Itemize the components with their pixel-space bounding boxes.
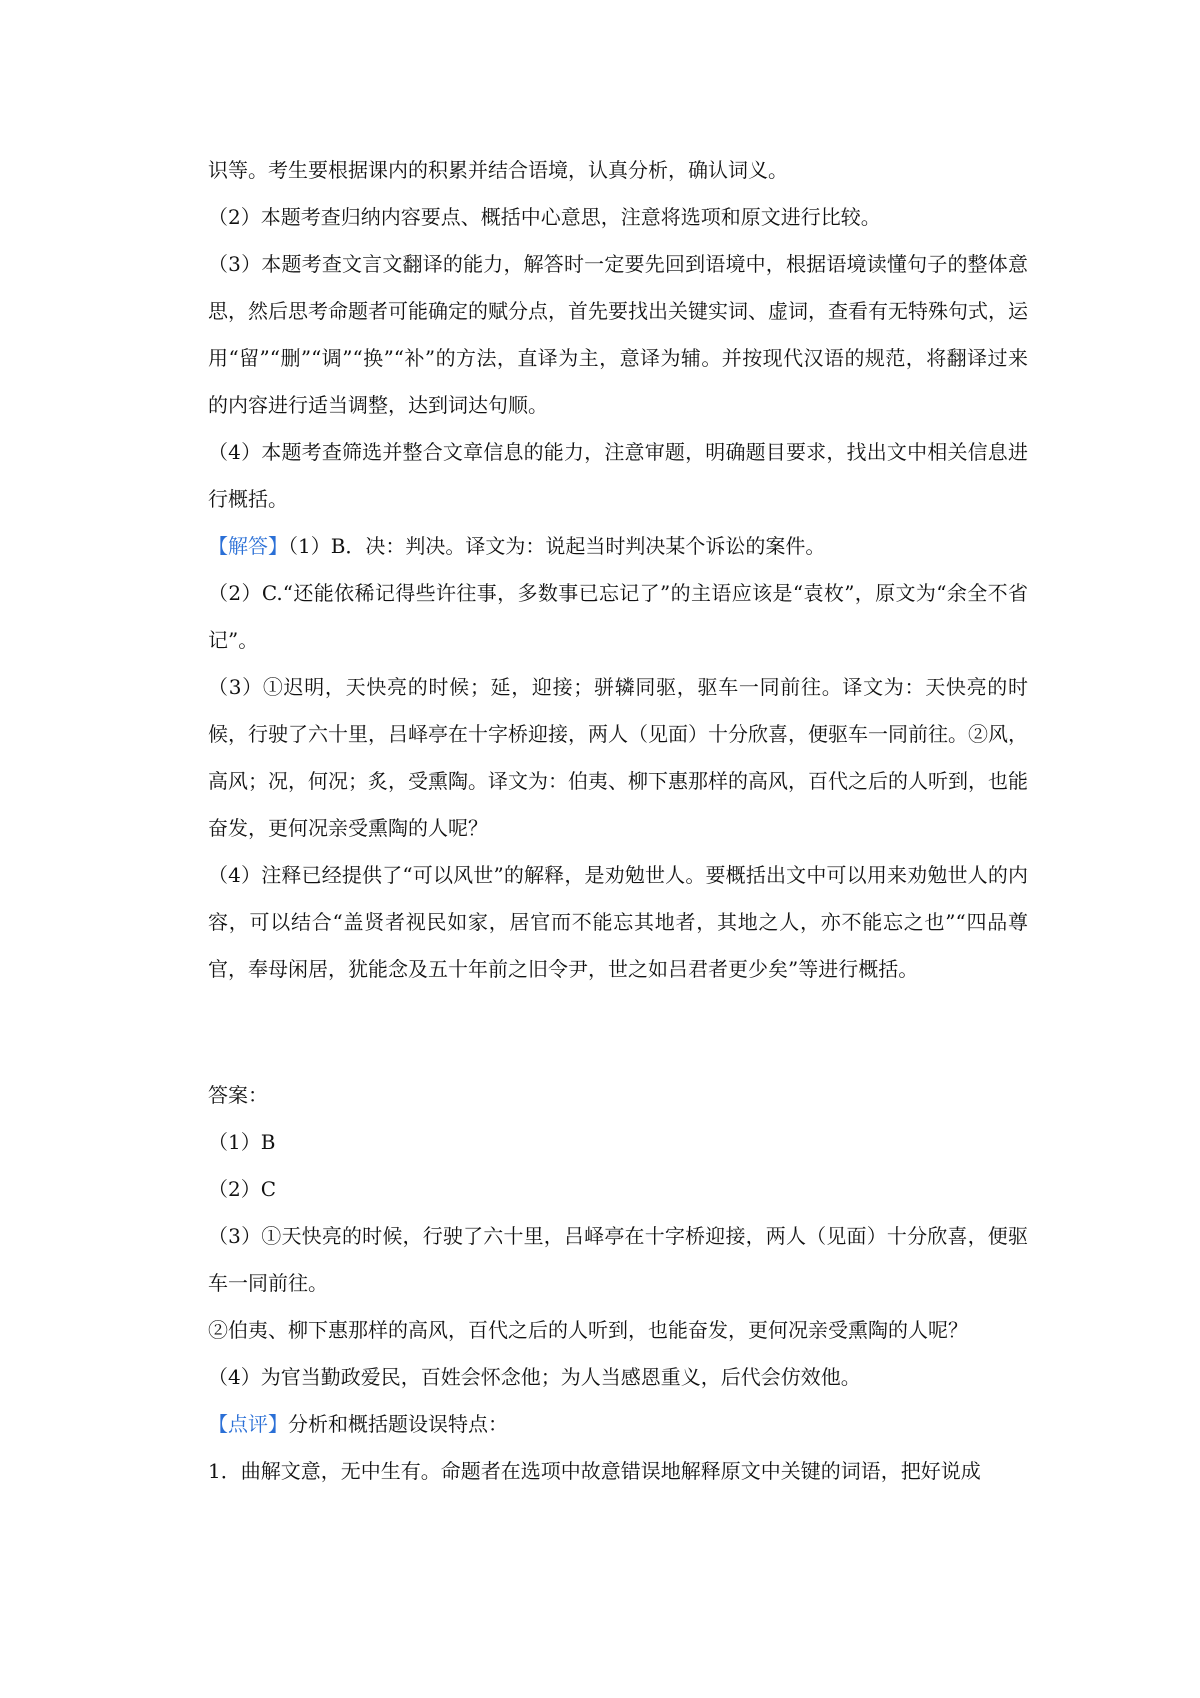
solution-paragraph-4: （4）注释已经提供了“可以风世”的解释，是劝勉世人。要概括出文中可以用来劝勉世人的内容，可以结合“盖贤者视民如家，居官而不能忘其地者，其地之人，亦不能忘之也”“四品尊官，奉母闲居，犹能念及五十年前之旧令尹，世之如吕君者更少矣”等进行概括。 [208,863,1028,981]
answer-item-2: （2）C [208,1177,277,1201]
solution-paragraph-2: （2）C.“还能依稀记得些许往事，多数事已忘记了”的主语应该是“袁枚”，原文为“余全不省记”。 [208,581,1028,652]
analysis-paragraph-3: （3）本题考查文言文翻译的能力，解答时一定要先回到语境中，根据语境读懂句子的整体意思，然后思考命题者可能确定的赋分点，首先要找出关键实词、虚词，查看有无特殊句式，运用“留”“删”“调”“换”“补”的方法，直译为主，意译为辅。并按现代汉语的规范，将翻译过来的内容进行适当调整，达到词达句顺。 [208,252,1028,417]
answer-item-4: （4）为官当勤政爱民，百姓会怀念他；为人当感恩重义，后代会仿效他。 [208,1365,861,1389]
answer-item-3: （3）①天快亮的时候，行驶了六十里，吕峄亭在十字桥迎接，两人（见面）十分欣喜，便驱车一同前往。 [208,1224,1028,1295]
answer-item-1: （1）B [208,1130,276,1154]
answer-item-3b: ②伯夷、柳下惠那样的高风，百代之后的人听到，也能奋发，更何况亲受熏陶的人呢？ [208,1318,968,1342]
analysis-paragraph-2: （2）本题考查归纳内容要点、概括中心意思，注意将选项和原文进行比较。 [208,205,881,229]
document-page [208,147,1028,1495]
analysis-paragraph-4: （4）本题考查筛选并整合文章信息的能力，注意审题，明确题目要求，找出文中相关信息进行概括。 [208,440,1028,511]
solution-paragraph-1 [208,523,1028,570]
analysis-paragraph-1: 识等。考生要根据课内的积累并结合语境，认真分析，确认词义。 [208,158,788,182]
solution-paragraph-3: （3）①迟明，天快亮的时候；延，迎接；骈辚同驱，驱车一同前往。译文为：天快亮的时候，行驶了六十里，吕峄亭在十字桥迎接，两人（见面）十分欣喜，便驱车一同前往。②风，高风；况，何况；炙，受熏陶。译文为：伯夷、柳下惠那样的高风，百代之后的人听到，也能奋发，更何况亲受熏陶的人呢？ [208,675,1028,840]
solution-text-1: （1）B．决：判决。译文为：说起当时判决某个诉讼的案件。 [288,534,826,558]
answer-heading: 答案： [208,1083,268,1107]
comment-paragraph [208,1401,1028,1448]
section-gap [208,993,1028,1072]
comment-item-1: 1．曲解文意，无中生有。命题者在选项中故意错误地解释原文中关键的词语，把好说成 [208,1459,981,1483]
comment-tag: 【点评】 [208,1412,288,1436]
solution-tag: 【解答】 [208,534,288,558]
comment-text: 分析和概括题设误特点： [288,1412,508,1436]
